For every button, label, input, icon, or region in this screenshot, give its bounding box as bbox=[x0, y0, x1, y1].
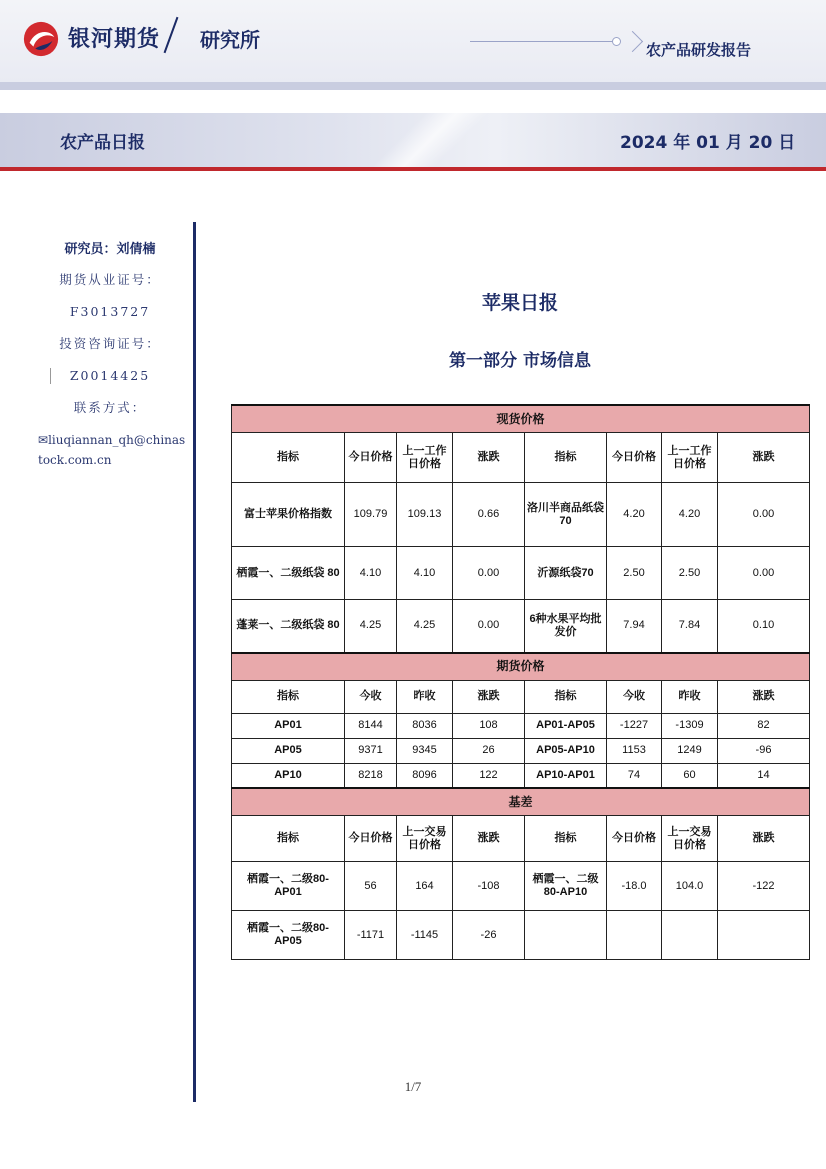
value-cell: 4.25 bbox=[345, 600, 397, 653]
value-cell: 2.50 bbox=[662, 547, 718, 600]
futures-row bbox=[232, 763, 810, 788]
indicator-cell: 栖霞一、二级纸袋 80 bbox=[232, 547, 345, 600]
column-header: 今收 bbox=[607, 680, 662, 713]
header-stripe bbox=[0, 82, 826, 90]
value-cell: 8144 bbox=[345, 713, 397, 738]
value-cell: 109.79 bbox=[345, 483, 397, 547]
report-date: 2024 年 01 月 20 日 bbox=[620, 133, 796, 153]
galaxy-logo-icon bbox=[22, 20, 60, 58]
indicator-cell bbox=[525, 911, 607, 960]
value-cell: 7.94 bbox=[607, 600, 662, 653]
spot-section-header bbox=[232, 405, 810, 433]
mail-icon: ✉ bbox=[38, 433, 49, 447]
email-contact[interactable] bbox=[30, 430, 190, 470]
value-cell: 60 bbox=[662, 763, 718, 788]
value-cell: 2.50 bbox=[607, 547, 662, 600]
column-header: 昨收 bbox=[662, 680, 718, 713]
value-cell: 8218 bbox=[345, 763, 397, 788]
value-cell: 56 bbox=[345, 862, 397, 911]
futures-row bbox=[232, 713, 810, 738]
column-header: 上一工作日价格 bbox=[662, 433, 718, 483]
spot-row bbox=[232, 547, 810, 600]
indicator-cell: AP05-AP10 bbox=[525, 738, 607, 763]
column-header: 涨跌 bbox=[718, 816, 810, 862]
value-cell: 7.84 bbox=[662, 600, 718, 653]
basis-row bbox=[232, 911, 810, 960]
indicator-cell: 栖霞一、二级80-AP10 bbox=[525, 862, 607, 911]
column-header: 今日价格 bbox=[345, 433, 397, 483]
value-cell: 109.13 bbox=[397, 483, 453, 547]
column-header: 指标 bbox=[525, 816, 607, 862]
value-cell: 4.20 bbox=[662, 483, 718, 547]
consult-number: Z0014425 bbox=[69, 368, 151, 383]
column-header: 涨跌 bbox=[718, 433, 810, 483]
indicator-cell: 沂源纸袋70 bbox=[525, 547, 607, 600]
indicator-cell: AP10 bbox=[232, 763, 345, 788]
basis-row bbox=[232, 862, 810, 911]
column-header: 指标 bbox=[525, 680, 607, 713]
value-cell: 8096 bbox=[397, 763, 453, 788]
spot-row bbox=[232, 483, 810, 547]
indicator-cell: 洛川半商品纸袋70 bbox=[525, 483, 607, 547]
column-header: 指标 bbox=[232, 816, 345, 862]
indicator-cell: 栖霞一、二级80-AP01 bbox=[232, 862, 345, 911]
value-cell: 0.66 bbox=[453, 483, 525, 547]
consult-label: 投资咨询证号： bbox=[59, 336, 161, 351]
spot-section-title: 现货价格 bbox=[232, 405, 810, 433]
logo-text: 银河期货 bbox=[68, 27, 161, 52]
column-header: 涨跌 bbox=[453, 680, 525, 713]
band-underline bbox=[0, 167, 826, 171]
value-cell: -96 bbox=[718, 738, 810, 763]
column-header: 指标 bbox=[232, 433, 345, 483]
value-cell: -122 bbox=[718, 862, 810, 911]
basis-section-title: 基差 bbox=[232, 788, 810, 816]
indicator-cell: AP01-AP05 bbox=[525, 713, 607, 738]
column-header: 涨跌 bbox=[453, 433, 525, 483]
decorative-dot bbox=[612, 37, 621, 46]
license-label: 期货从业证号： bbox=[59, 272, 161, 287]
page-number: 1/7 bbox=[404, 1079, 422, 1094]
report-title: 苹果日报 bbox=[481, 292, 558, 314]
basis-section-header bbox=[232, 788, 810, 816]
logo-subtitle: 研究所 bbox=[200, 28, 260, 52]
value-cell: -108 bbox=[453, 862, 525, 911]
market-info-table bbox=[231, 404, 810, 960]
column-header: 昨收 bbox=[397, 680, 453, 713]
value-cell: 4.25 bbox=[397, 600, 453, 653]
indicator-cell: 富士苹果价格指数 bbox=[232, 483, 345, 547]
value-cell: 26 bbox=[453, 738, 525, 763]
value-cell: 74 bbox=[607, 763, 662, 788]
value-cell: 0.10 bbox=[718, 600, 810, 653]
futures-section-header bbox=[232, 653, 810, 681]
value-cell: 0.00 bbox=[453, 600, 525, 653]
value-cell bbox=[718, 911, 810, 960]
column-header: 上一交易日价格 bbox=[397, 816, 453, 862]
section-title: 第一部分 市场信息 bbox=[449, 351, 591, 371]
column-header: 上一工作日价格 bbox=[397, 433, 453, 483]
margin-mark bbox=[50, 368, 51, 384]
band-decoration bbox=[300, 113, 560, 167]
indicator-cell: 6种水果平均批发价 bbox=[525, 600, 607, 653]
value-cell: 0.00 bbox=[718, 483, 810, 547]
value-cell bbox=[607, 911, 662, 960]
value-cell: 122 bbox=[453, 763, 525, 788]
value-cell: 1153 bbox=[607, 738, 662, 763]
value-cell: 82 bbox=[718, 713, 810, 738]
value-cell bbox=[662, 911, 718, 960]
column-header: 指标 bbox=[232, 680, 345, 713]
value-cell: 4.20 bbox=[607, 483, 662, 547]
decorative-line bbox=[470, 41, 616, 42]
basis-header-row bbox=[232, 816, 810, 862]
value-cell: -26 bbox=[453, 911, 525, 960]
value-cell: 4.10 bbox=[397, 547, 453, 600]
column-header: 涨跌 bbox=[453, 816, 525, 862]
license-number: F3013727 bbox=[69, 304, 151, 319]
spot-header-row bbox=[232, 433, 810, 483]
value-cell: 164 bbox=[397, 862, 453, 911]
analyst-sidebar bbox=[30, 238, 190, 470]
futures-header-row bbox=[232, 680, 810, 713]
value-cell: 8036 bbox=[397, 713, 453, 738]
column-header: 今日价格 bbox=[607, 816, 662, 862]
column-header: 今日价格 bbox=[345, 816, 397, 862]
indicator-cell: AP10-AP01 bbox=[525, 763, 607, 788]
contact-label: 联系方式： bbox=[73, 400, 147, 415]
value-cell: 9371 bbox=[345, 738, 397, 763]
indicator-cell: AP01 bbox=[232, 713, 345, 738]
futures-section-title: 期货价格 bbox=[232, 653, 810, 681]
indicator-cell: 栖霞一、二级80-AP05 bbox=[232, 911, 345, 960]
value-cell: 0.00 bbox=[718, 547, 810, 600]
column-header: 上一交易日价格 bbox=[662, 816, 718, 862]
value-cell: 108 bbox=[453, 713, 525, 738]
email-address[interactable]: liuqiannan_qh@chinastock.com.cn bbox=[38, 433, 186, 467]
value-cell: -1171 bbox=[345, 911, 397, 960]
value-cell: 4.10 bbox=[345, 547, 397, 600]
value-cell: 14 bbox=[718, 763, 810, 788]
column-header: 指标 bbox=[525, 433, 607, 483]
indicator-cell: AP05 bbox=[232, 738, 345, 763]
column-header: 今收 bbox=[345, 680, 397, 713]
researcher-name: 研究员：刘倩楠 bbox=[64, 242, 156, 257]
indicator-cell: 蓬莱一、二级纸袋 80 bbox=[232, 600, 345, 653]
value-cell: 9345 bbox=[397, 738, 453, 763]
report-type: 农产品研发报告 bbox=[646, 41, 752, 59]
value-cell: 1249 bbox=[662, 738, 718, 763]
band-title: 农产品日报 bbox=[60, 133, 145, 153]
spot-row bbox=[232, 600, 810, 653]
value-cell: -1227 bbox=[607, 713, 662, 738]
value-cell: -18.0 bbox=[607, 862, 662, 911]
column-header: 今日价格 bbox=[607, 433, 662, 483]
futures-row bbox=[232, 738, 810, 763]
column-header: 涨跌 bbox=[718, 680, 810, 713]
value-cell: 104.0 bbox=[662, 862, 718, 911]
value-cell: -1145 bbox=[397, 911, 453, 960]
value-cell: 0.00 bbox=[453, 547, 525, 600]
value-cell: -1309 bbox=[662, 713, 718, 738]
sidebar-divider bbox=[193, 222, 196, 1102]
